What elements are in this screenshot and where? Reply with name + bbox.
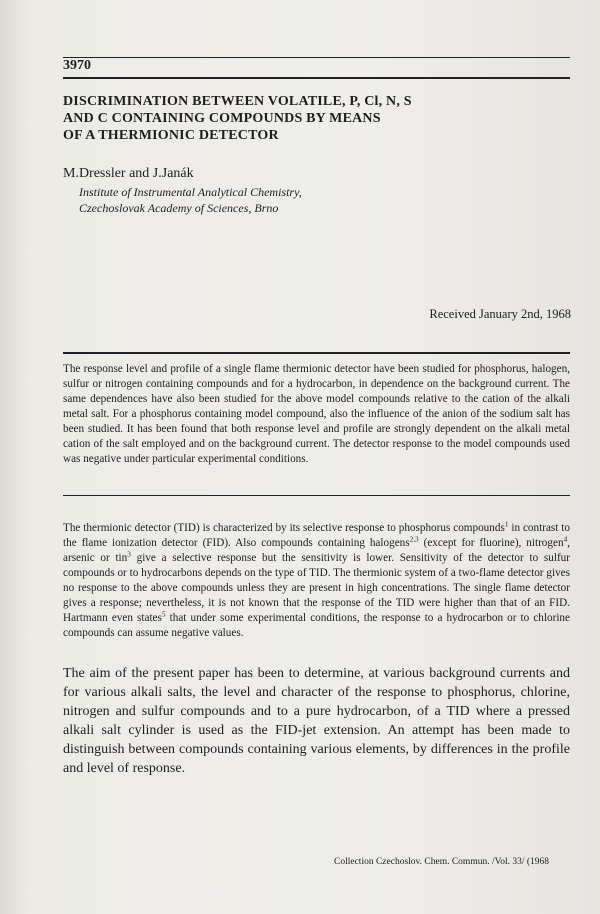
author-names: M.Dressler and J.Janák [63, 166, 194, 181]
text-run: that under some experimental conditions, the response to a hydrocarbon or to chlorine compounds can assume negative values. [63, 612, 570, 639]
title-line: OF A THERMIONIC DETECTOR [63, 128, 279, 143]
page-number: 3970 [63, 58, 91, 73]
abstract-bottom-rule [63, 495, 570, 496]
text-run: The thermionic detector (TID) is characterized by its selective response to phosphorus compounds [63, 522, 505, 534]
header-bottom-rule [63, 77, 570, 79]
title-line: DISCRIMINATION BETWEEN VOLATILE, P, Cl, N, S [63, 94, 412, 109]
journal-footer: Collection Czechoslov. Chem. Commun. /Vol. 33/ (1968 [334, 857, 550, 867]
body-paragraph-1 [63, 521, 570, 641]
title-line: AND C CONTAINING COMPOUNDS BY MEANS [63, 111, 381, 126]
header-top-rule [63, 57, 570, 58]
abstract-top-rule [63, 352, 570, 354]
affiliation [79, 184, 302, 216]
reference-superscript: 5 [161, 610, 166, 619]
article-title [63, 93, 533, 144]
text-run: (except for fluorine), nitrogen [418, 537, 564, 549]
affiliation-line: Institute of Instrumental Analytical Chemistry, [79, 185, 302, 199]
text-run: give a selective response but the sensitivity is lower. Sensitivity of the detector to sulfur compounds or to hydrocarbons depends on the type of TID. The thermionic system of a two-flame detector gives no response to the above compounds unless they are present in high concentrations. The single flame detector gives a response; nevertheless, it is not known that the response of the TID were higher than that of an FID. Hartmann even states [63, 552, 571, 624]
abstract: The response level and profile of a single flame thermionic detector have been studied for phosphorus, halogen, sulfur or nitrogen containing compounds and for a hydrocarbon, in dependence on the background current. The same dependences have also been studied for the above model compounds relative to the cation of the alkali metal salt. For a phosphorus containing model compound, also the influence of the anion of the sodium salt has been studied. It has been found that both response level and profile are strongly dependent on the alkali metal cation of the salt employed and on the background current. The detector response to the model compounds used was negative under particular experimental conditions. [63, 363, 570, 465]
reference-superscript: 3 [127, 550, 131, 559]
received-date: Received January 2nd, 1968 [429, 307, 571, 321]
affiliation-line: Czechoslovak Academy of Sciences, Brno [79, 201, 279, 215]
reference-superscript: 2,3 [409, 535, 419, 544]
text-run: in contrast to the flame ionization detector (FID). Also compounds containing halogens [63, 522, 570, 549]
text-run: , arsenic or tin [63, 537, 570, 564]
reference-superscript: 1 [504, 520, 509, 529]
body-paragraph-2: The aim of the present paper has been to determine, at various background currents and for various alkali salts, the level and character of the response to phosphorus, chlorine, nitrogen and sulfur compounds and to a pure hydrocarbon, of a TID where a pressed alkali salt cylinder is used as the FID-jet extension. An attempt has been made to distinguish between compounds containing various elements, by differences in the profile and level of response. [63, 666, 570, 776]
reference-superscript: 4 [563, 535, 568, 544]
